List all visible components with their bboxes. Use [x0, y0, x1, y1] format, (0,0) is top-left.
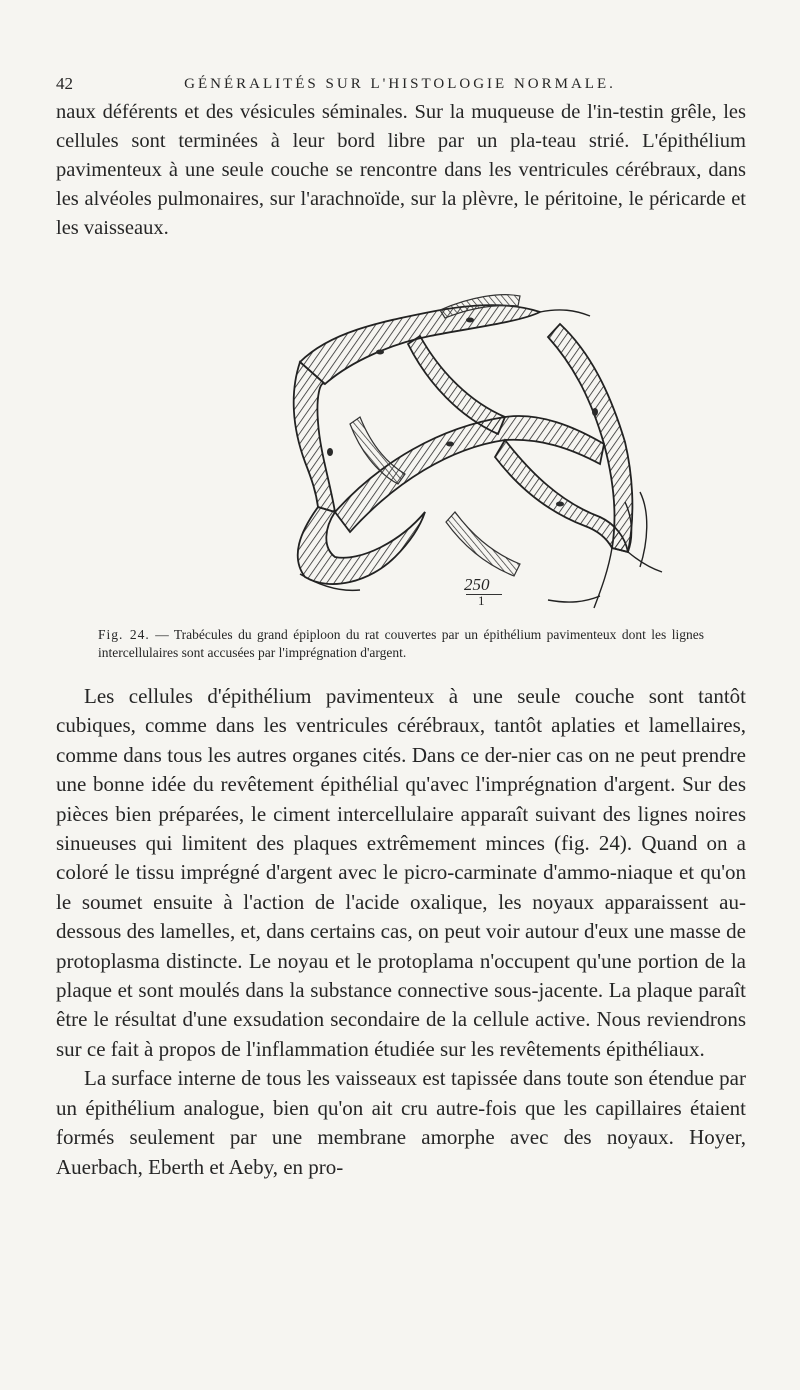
trabecula-illustration [0, 212, 800, 612]
running-title: GÉNÉRALITÉS SUR L'HISTOLOGIE NORMALE. [184, 76, 616, 92]
page-header [56, 74, 744, 98]
intro-paragraph: naux déférents et des vésicules séminales. Sur la muqueuse de l'in-testin grêle, les cellules sont terminées à leur bord libre par un pla-teau strié. L'épithélium pavimenteux à une seule couche se rencontre dans les ventricules cérébraux, dans les alvéoles pulmonaires, sur l'arachnoïde, sur la plèvre, le péritoine, le péricarde et les vaisseaux. [56, 101, 746, 239]
paragraph-2: La surface interne de tous les vaisseaux est tapissée dans toute son étendue par un épithélium analogue, bien qu'on ait cru autre-fois que les capillaires étaient formés seulement par une membrane amorphe avec des noyaux. Hoyer, Auerbach, Eberth et Aeby, en pro- [56, 1066, 746, 1179]
scale-unit: 1 [478, 593, 485, 608]
figure-24 [0, 212, 800, 612]
scale-magnification: 250 [464, 575, 490, 594]
caption-label: Fig. 24. [98, 627, 150, 642]
figure-caption [98, 626, 704, 662]
paragraph-1: Les cellules d'épithélium pavimenteux à une seule couche sont tantôt cubiques, comme dans les ventricules cérébraux, tantôt aplaties et lamellaires, comme dans tous les autres organes cités. Dans ce der-nier cas on ne peut prendre une bonne idée du revêtement épithélial qu'avec l'imprégnation d'argent. Sur des pièces bien préparées, le ciment intercellulaire apparaît suivant des lignes noires sinueuses qui limitent des plaques extrêmement minces (fig. 24). Quand on a coloré le tissu imprégné d'argent avec le picro-carminate d'ammo-niaque et qu'on le soumet ensuite à l'action de l'acide oxalique, les noyaux apparaissent au-dessous des lamelles, et, dans certains cas, on peut voir autour d'eux une masse de protoplasma distincte. Le noyau et le protoplama n'occupent qu'une portion de la plaque et sont moulés dans la substance connective sous-jacente. La plaque paraît être le résultat d'une exsudation secondaire de la cellule active. Nous reviendrons sur ce fait à propos de l'inflammation étudiée sur les revêtements épithéliaux. [56, 684, 746, 1061]
body-text [56, 682, 746, 1182]
caption-text: — Trabécules du grand épiploon du rat couvertes par un épithélium pavimenteux dont les lignes intercellulaires sont accusées par l'imprégnation d'argent. [98, 627, 705, 660]
page-number: 42 [56, 74, 73, 93]
